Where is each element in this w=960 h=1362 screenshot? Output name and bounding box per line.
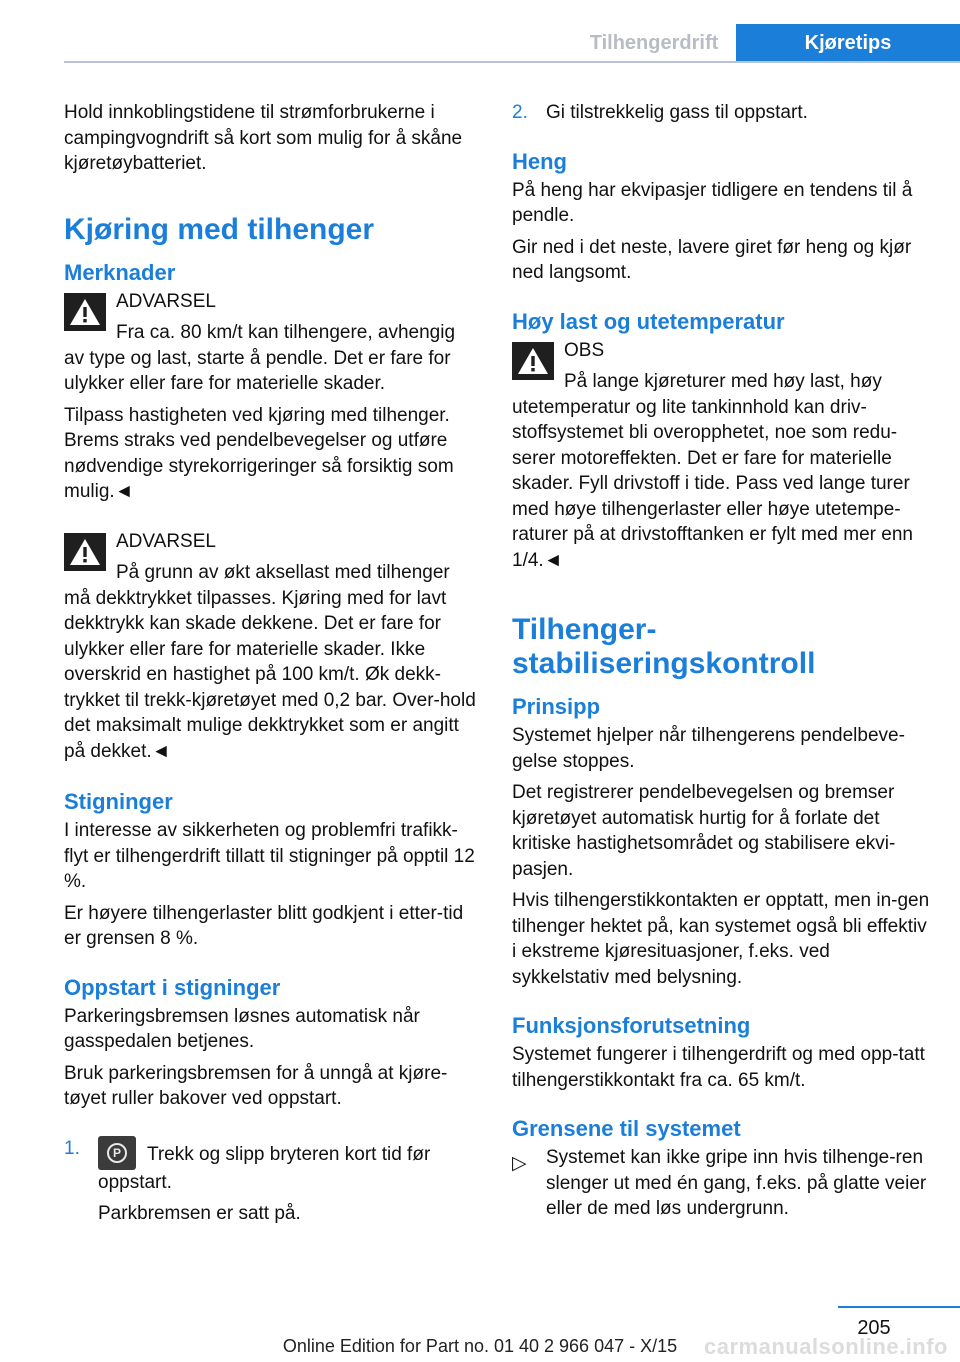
heading-hoy-last: Høy last og utetemperatur bbox=[512, 308, 785, 334]
list-item bbox=[512, 1145, 932, 1222]
heading-stigninger: Stigninger bbox=[64, 789, 173, 814]
section-tab-kjoretips: Kjøretips bbox=[736, 24, 960, 62]
warning-1-followup: Tilpass hastigheten ved kjøring med tilhenger. Brems straks ved pendelbevegelser og utføre nødvendige styrekorrigeringer så forsiktig som mulig.◄ bbox=[64, 404, 454, 502]
warning-triangle-icon bbox=[64, 533, 106, 571]
header-divider bbox=[64, 61, 960, 63]
warning-triangle-icon bbox=[64, 293, 106, 331]
obs-body-text: utetemperatur og lite tankinnhold kan driv-stoffsystemet bli overopphetet, noe som redu-serer motoreffekten. Det er fare for materielle skader. Fyll drivstoff i tide. Pass ved lange turer med høye tilhengerlaster eller høye utetempe-raturer på at drivstofftanken er fylt med mer enn 1/4.◄ bbox=[512, 396, 913, 571]
step-number: 2. bbox=[512, 102, 528, 123]
step-1 bbox=[64, 1136, 480, 1196]
prinsipp-paragraph-1: Systemet hjelper når tilhengerens pendelbeve-gelse stoppes. bbox=[512, 725, 905, 772]
warning-lead-text: Fra ca. 80 km/t kan tilhengere, avhengig bbox=[116, 322, 456, 343]
step-1-text: Trekk og slipp bryteren kort tid før oppstart. bbox=[98, 1143, 431, 1193]
footer-divider bbox=[838, 1306, 960, 1308]
prinsipp-paragraph-3: Hvis tilhengerstikkontakten er opptatt, men in-gen tilhenger hektet på, kan systemet også bli effektiv i ekstreme kjøresituasjoner, f.eks. ved sykkelstativ med belysning. bbox=[512, 890, 930, 988]
left-column bbox=[64, 100, 480, 1233]
obs-title: OBS bbox=[564, 339, 605, 361]
page-header bbox=[0, 0, 960, 62]
heading-heng: Heng bbox=[512, 148, 567, 174]
obs-block bbox=[512, 338, 932, 574]
warning-lead-text: På grunn av økt aksellast med tilhenger bbox=[116, 562, 450, 583]
heading-prinsipp: Prinsipp bbox=[512, 694, 601, 719]
oppstart-paragraph-2: Bruk parkeringsbremsen for å unngå at kjøre-tøyet ruller bakover ved oppstart. bbox=[64, 1062, 448, 1109]
warning-body-text: av type og last, starte å pendle. Det er fare for ulykker eller fare for materielle skader. bbox=[64, 347, 451, 394]
heng-paragraph-2: Gir ned i det neste, lavere giret før heng og kjør ned langsomt. bbox=[512, 236, 912, 283]
heading-kjoring-med-tilhenger: Kjøring med tilhenger bbox=[64, 212, 375, 246]
page-number: 205 bbox=[857, 1317, 891, 1339]
bullet-text: Systemet kan ikke gripe inn hvis tilhenge-ren slenger ut med én gang, f.eks. på glatte veier eller de med løs undergrunn. bbox=[546, 1147, 927, 1219]
warning-triangle-icon bbox=[512, 342, 554, 380]
parking-brake-button-icon: P bbox=[98, 1136, 136, 1170]
warning-body-text: må dekktrykket tilpasses. Kjøring med for lavt dekktrykk kan skade dekkene. Det er fare for ulykker eller fare for materielle skader. Ikke overskrid en hastighet på 100 km/t. Øk dekk-trykket til trekk-kjøretøyet med 0,2 bar. Over-hold det maksimalt mulige dekktrykket som er angitt på dekket.◄ bbox=[64, 587, 476, 762]
heading-tilhenger-stabiliseringskontroll: Tilhenger-stabiliseringskontroll bbox=[512, 613, 816, 680]
heading-merknader: Merknader bbox=[64, 259, 176, 285]
intro-paragraph: Hold innkoblingstidene til strømforbrukerne i campingvogndrift så kort som mulig for å skåne kjøretøybatteriet. bbox=[64, 102, 463, 174]
heng-paragraph-1: På heng har ekvipasjer tidligere en tendens til å pendle. bbox=[512, 179, 913, 226]
right-column bbox=[512, 100, 932, 1222]
prinsipp-paragraph-2: Det registrerer pendelbevegelsen og bremser kjøretøyet automatisk hurtig for å forlate det kritiske hastighetsområdet og stabilisere ekvi-pasjen. bbox=[512, 782, 896, 880]
warning-title: ADVARSEL bbox=[116, 530, 216, 552]
stigninger-paragraph-1: I interesse av sikkerheten og problemfri trafikk-flyt er tilhengerdrift tillatt til stigninger på opptil 12 %. bbox=[64, 820, 475, 892]
heading-oppstart-i-stigninger: Oppstart i stigninger bbox=[64, 974, 281, 1000]
heading-grensene-til-systemet: Grensene til systemet bbox=[512, 1116, 741, 1141]
step-2-text: Gi tilstrekkelig gass til oppstart. bbox=[546, 102, 808, 123]
step-1-result: Parkbremsen er satt på. bbox=[98, 1203, 301, 1224]
heading-funksjonsforutsetning: Funksjonsforutsetning bbox=[512, 1013, 751, 1038]
watermark-text: carmanualsonline.info bbox=[704, 1334, 948, 1359]
warning-block-1 bbox=[64, 289, 480, 397]
oppstart-paragraph-1: Parkeringsbremsen løsnes automatisk når gasspedalen betjenes. bbox=[64, 1005, 420, 1052]
step-number: 1. bbox=[64, 1137, 80, 1159]
warning-title: ADVARSEL bbox=[116, 290, 216, 312]
stigninger-paragraph-2: Er høyere tilhengerlaster blitt godkjent i etter-tid er grensen 8 %. bbox=[64, 902, 464, 949]
section-tab-tilhengerdrift: Tilhengerdrift bbox=[574, 24, 734, 62]
warning-block-2 bbox=[64, 529, 480, 765]
edition-footer: Online Edition for Part no. 01 40 2 966 047 - X/15 bbox=[282, 1336, 678, 1356]
bullet-triangle-icon: ▷ bbox=[512, 1153, 527, 1174]
funksjon-paragraph: Systemet fungerer i tilhengerdrift og med opp-tatt tilhengerstikkontakt fra ca. 65 km/t. bbox=[512, 1044, 925, 1091]
obs-lead-text: På lange kjøreturer med høy last, høy bbox=[564, 371, 882, 392]
step-2 bbox=[512, 100, 932, 126]
